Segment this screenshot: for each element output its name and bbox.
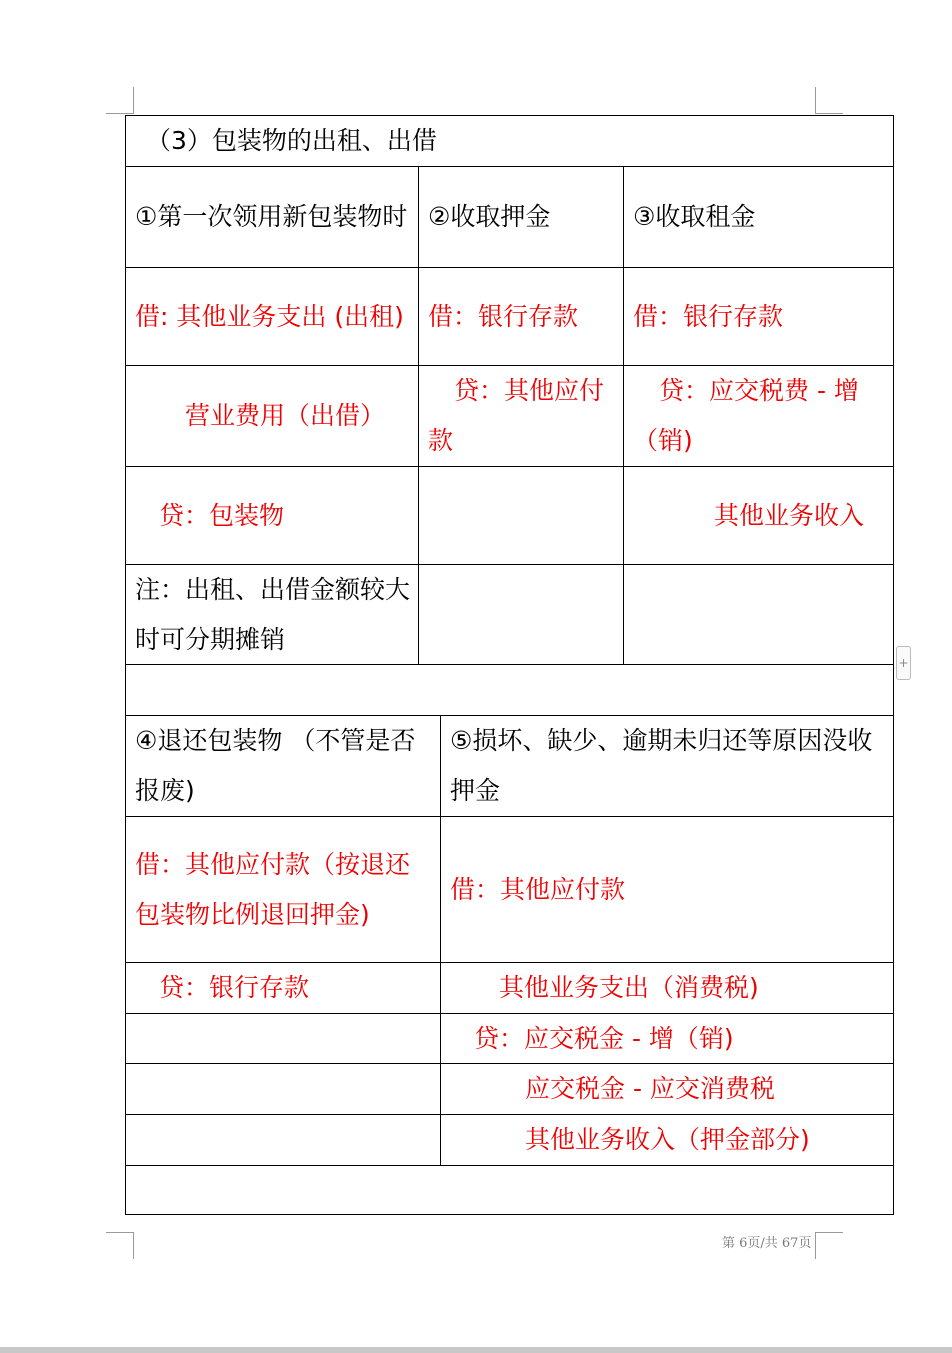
table2-header-2: ⑤损坏、缺少、逾期未归还等原因没收押金 [440, 715, 894, 816]
table-cell [125, 1114, 440, 1165]
table-cell: 借: 其他业务支出 (出租) [125, 267, 418, 365]
table-cell: 借：银行存款 [623, 267, 894, 365]
table-cell [125, 1013, 440, 1063]
table-cell [418, 466, 623, 564]
crop-mark [106, 1232, 134, 1233]
table1-header-1: ①第一次领用新包装物时 [125, 166, 418, 267]
crop-mark [815, 1232, 816, 1259]
table-cell [418, 564, 623, 664]
crop-mark [133, 1232, 134, 1259]
page-number: 第 6页/共 67页 [722, 1236, 812, 1251]
spacer-row [125, 1165, 894, 1215]
table2-header-1: ④退还包装物 （不管是否报废) [125, 715, 440, 816]
document-table [125, 115, 894, 1215]
table-cell: 贷：包装物 [125, 466, 418, 564]
table1-header-2: ②收取押金 [418, 166, 623, 267]
crop-mark [133, 87, 134, 114]
table-cell: 借：其他应付款（按退还包装物比例退回押金) [125, 816, 440, 962]
table-cell: 其他业务收入 [623, 466, 894, 564]
expand-plus-icon[interactable]: + [896, 646, 911, 680]
crop-mark [106, 113, 134, 114]
table-cell: 贷：其他应付款 [418, 365, 623, 466]
section-title: （3）包装物的出租、出借 [125, 115, 894, 166]
table-cell: 贷：银行存款 [125, 962, 440, 1013]
table1-header-3: ③收取租金 [623, 166, 894, 267]
table-cell: 借：其他应付款 [440, 816, 894, 962]
table-cell: 应交税金 - 应交消费税 [440, 1063, 894, 1114]
page-bottom-edge [0, 1347, 952, 1353]
table-cell [125, 1063, 440, 1114]
crop-mark [815, 113, 843, 114]
spacer-row [125, 664, 894, 715]
crop-mark [815, 87, 816, 114]
table-cell: 其他业务支出（消费税) [440, 962, 894, 1013]
table-cell: 贷：应交税费 - 增（销) [623, 365, 894, 466]
table1-note: 注：出租、出借金额较大时可分期摊销 [125, 564, 418, 664]
table-cell: 贷：应交税金 - 增（销) [440, 1013, 894, 1063]
table-cell: 借：银行存款 [418, 267, 623, 365]
crop-mark [815, 1232, 843, 1233]
table-cell: 营业费用（出借） [125, 365, 418, 466]
table-cell [623, 564, 894, 664]
table-cell: 其他业务收入（押金部分) [440, 1114, 894, 1165]
